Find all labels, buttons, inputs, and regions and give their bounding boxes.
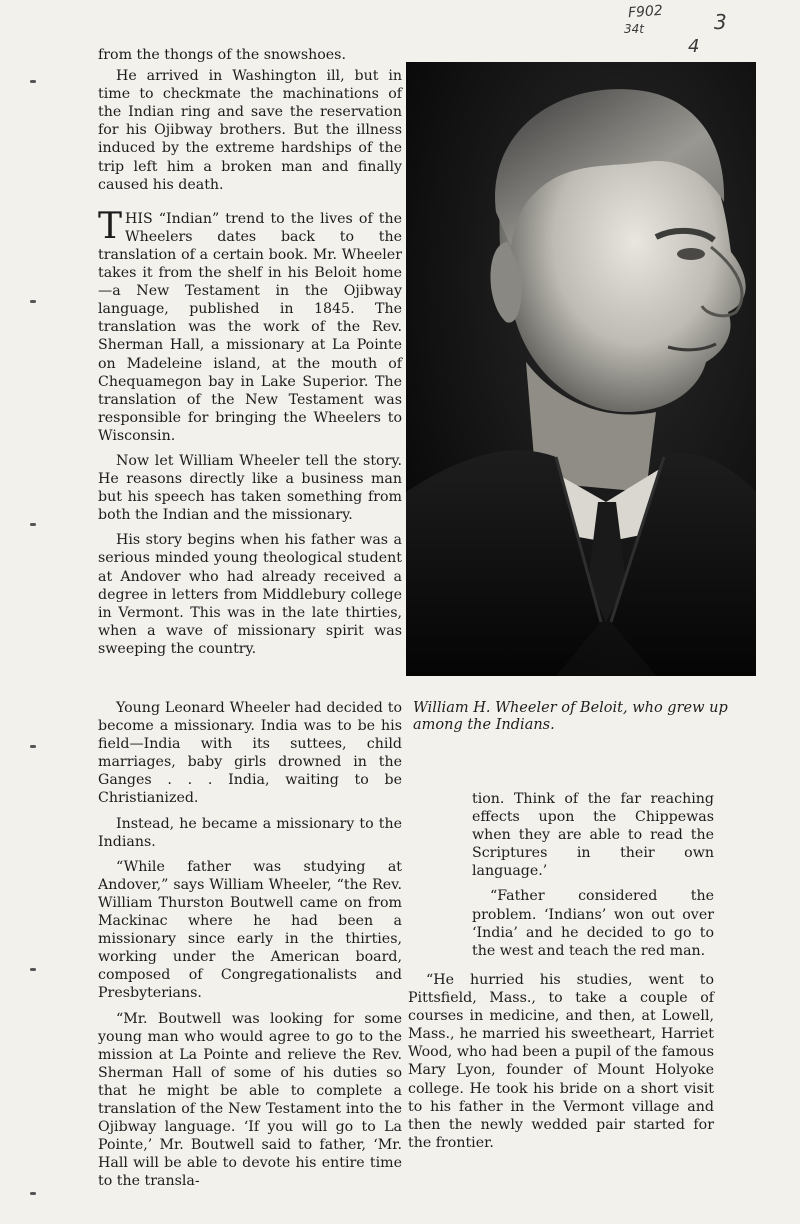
article-column-left-top [98, 46, 402, 665]
article-paragraph: He arrived in Washington ill, but in time to checkmate the machinations of the Indian ring and save the reservation for his Ojibway brothers. But the illness induced by the extreme hardships of the trip left him a broken man and finally caused his death. [98, 68, 402, 193]
article-column-left-bottom [98, 699, 402, 1197]
margin-tick-mark [30, 300, 36, 303]
pencil-reference-note: F902 [627, 2, 664, 22]
article-paragraph: from the thongs of the snowshoes. [98, 47, 346, 63]
article-paragraph: Instead, he became a missionary to the Indians. [98, 815, 402, 850]
portrait-photo [406, 62, 756, 676]
article-paragraph: His story begins when his father was a serious minded young theological student at Andover who had already received a degree in letters from Middlebury college in Vermont. This was in the late thirties, when a wave of missionary spirit was sweeping the country. [98, 532, 402, 657]
photo-caption: William H. Wheeler of Beloit, who grew up among the Indians. [413, 700, 728, 733]
section-opening-paragraph [98, 205, 402, 445]
margin-tick-mark [30, 745, 36, 748]
margin-tick-mark [30, 1192, 36, 1195]
article-paragraph: “Mr. Boutwell was looking for some young man who would agree to go to the mission at La Pointe and relieve the Rev. Sherman Hall of some of his duties so that he might be able to complete a translation of the New Testament into the Ojibway language. ‘If you will go to La Pointe,’ Mr. Boutwell said to father, ‘Mr. Hall will be able to devote his entire time to the transla- [98, 1010, 402, 1190]
article-paragraph: “He hurried his studies, went to Pittsfield, Mass., to take a couple of courses in medicine, and then, at Lowell, Mass., he married his sweetheart, Harriet Wood, who had been a pupil of the famous Mary Lyon, founder of Mount Holyoke college. He took his bride on a short visit to his father in the Vermont village and then the newly wedded pair started for the frontier. [408, 972, 714, 1151]
pencil-page-number: 3 [714, 10, 727, 34]
article-paragraph: Now let William Wheeler tell the story. He reasons directly like a business man but his speech has taken something from both the Indian and the missionary. [98, 452, 402, 524]
portrait-illustration [406, 62, 756, 676]
pencil-page-number-alt: 4 [688, 36, 700, 57]
pencil-reference-subnote: 34t [624, 22, 644, 36]
margin-tick-mark [30, 80, 36, 83]
margin-tick-mark [30, 523, 36, 526]
article-paragraph: Young Leonard Wheeler had decided to become a missionary. India was to be his field—India with its suttees, child marriages, baby girls drowned in the Ganges . . . India, waiting to be Christianized. [98, 700, 402, 807]
drop-cap-letter: T [98, 205, 123, 247]
section-opening-text: HIS “Indian” trend to the lives of the Wheelers dates back to the translation of a certain book. Mr. Wheeler takes it from the shelf in his Beloit home—a New Testament in the Ojibway language, published in 1845. The translation was the work of the Rev. Sherman Hall, a missionary at La Pointe on Madeleine island, at the mouth of Chequamegon bay in Lake Superior. The translation of the New Testament was responsible for bringing the Wheelers to Wisconsin. [98, 210, 402, 444]
article-column-right-lower [408, 971, 714, 1159]
article-paragraph: “Father considered the problem. ‘Indians’ won out over ‘India’ and he decided to go to the west and teach the red man. [472, 888, 714, 959]
article-paragraph: “While father was studying at Andover,” says William Wheeler, “the Rev. William Thurston Boutwell came on from Mackinac where he had been a missionary since early in the thirties, working under the American board, composed of Congregationalists and Presbyterians. [98, 858, 402, 1002]
margin-tick-mark [30, 968, 36, 971]
article-paragraph: tion. Think of the far reaching effects upon the Chippewas when they are able to read the Scriptures in their own language.’ [472, 791, 714, 880]
article-column-right-upper [472, 790, 714, 967]
